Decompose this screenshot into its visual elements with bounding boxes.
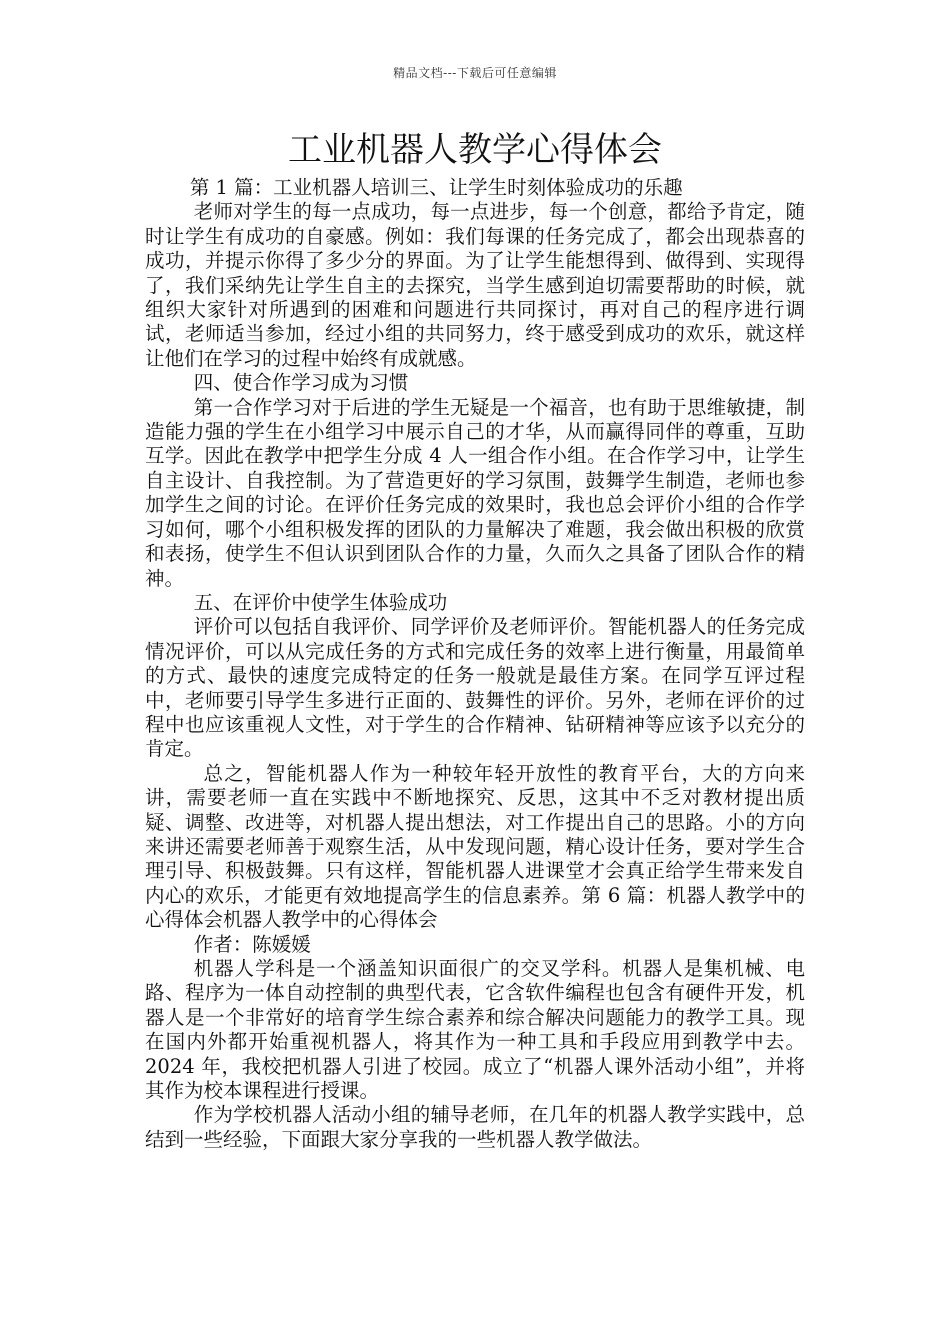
- paragraph: 机器人学科是一个涵盖知识面很广的交叉学科。机器人是集机械、电路、程序为一体自动控制的典型代表，它含软件编程也包含有硬件开发，机器人是一个非常好的培育学生综合素养和综合解决问题能力的教学工具。现在国内外都开始重视机器人，将其作为一种工具和手段应用到教学中去。2024 年，我校把机器人引进了校园。成立了“机器人课外活动小组”，并将其作为校本课程进行授课。: [145, 957, 805, 1103]
- document-title: 工业机器人教学心得体会: [288, 130, 662, 170]
- paragraph: 总之，智能机器人作为一种较年轻开放性的教育平台，大的方向来讲，需要老师一直在实践中不断地探究、反思，这其中不乏对教材提出质疑、调整、改进等，对机器人提出想法，对工作提出自己的思路。小的方向来讲还需要老师善于观察生活，从中发现问题，精心设计任务，要对学生合理引导、积极鼓舞。只有这样，智能机器人进课堂才会真正给学生带来发自内心的欢乐，才能更有效地提高学生的信息素养。第 6 篇：机器人教学中的心得体会机器人教学中的心得体会: [145, 761, 805, 932]
- paragraph: 老师对学生的每一点成功，每一点进步，每一个创意，都给予肯定，随时让学生有成功的自豪感。例如：我们每课的任务完成了，都会出现恭喜的成功，并提示你得了多少分的界面。为了让学生能想得到、做得到、实现得了，我们采纳先让学生自主的去探究，当学生感到迫切需要帮助的时候，就组织大家针对所遇到的困难和问题进行共同探讨，再对自己的程序进行调试，老师适当参加，经过小组的共同努力，终于感受到成功的欢乐，就这样让他们在学习的过程中始终有成就感。: [145, 200, 805, 370]
- paragraph: 第一合作学习对于后进的学生无疑是一个福音，也有助于思维敏捷，制造能力强的学生在小组学习中展示自己的才华，从而赢得同伴的尊重，互助互学。因此在教学中把学生分成 4 人一组合作小组。在合作学习中，让学生自主设计、自我控制。为了营造更好的学习氛围，鼓舞学生制造，老师也参加学生之间的讨论。在评价任务完成的效果时，我也总会评价小组的合作学习如何，哪个小组积极发挥的团队的力量解决了难题，我会做出积极的欣赏和表扬，使学生不但认识到团队合作的力量，久而久之具备了团队合作的精神。: [145, 395, 805, 590]
- document-body: [145, 176, 805, 1152]
- section-heading: 四、使合作学习成为习惯: [193, 371, 409, 395]
- section-heading: 五、在评价中使学生体验成功: [193, 590, 448, 614]
- document-header-note: 精品文档---下载后可任意编辑: [393, 66, 557, 80]
- paragraph: 作为学校机器人活动小组的辅导老师，在几年的机器人教学实践中，总结到一些经验，下面跟大家分享我的一些机器人教学做法。: [145, 1103, 805, 1151]
- author-line: 作者：陈媛媛: [193, 932, 311, 956]
- paragraph: 评价可以包括自我评价、同学评价及老师评价。智能机器人的任务完成情况评价，可以从完成任务的方式和完成任务的效率上进行衡量，用最简单的方式、最快的速度完成特定的任务一般就是最佳方案。在同学互评过程中，老师要引导学生多进行正面的、鼓舞性的评价。另外，老师在评价的过程中也应该重视人文性，对于学生的合作精神、钻研精神等应该予以充分的肯定。: [145, 615, 805, 761]
- section-subtitle: 第 1 篇：工业机器人培训三、让学生时刻体验成功的乐趣: [189, 176, 683, 199]
